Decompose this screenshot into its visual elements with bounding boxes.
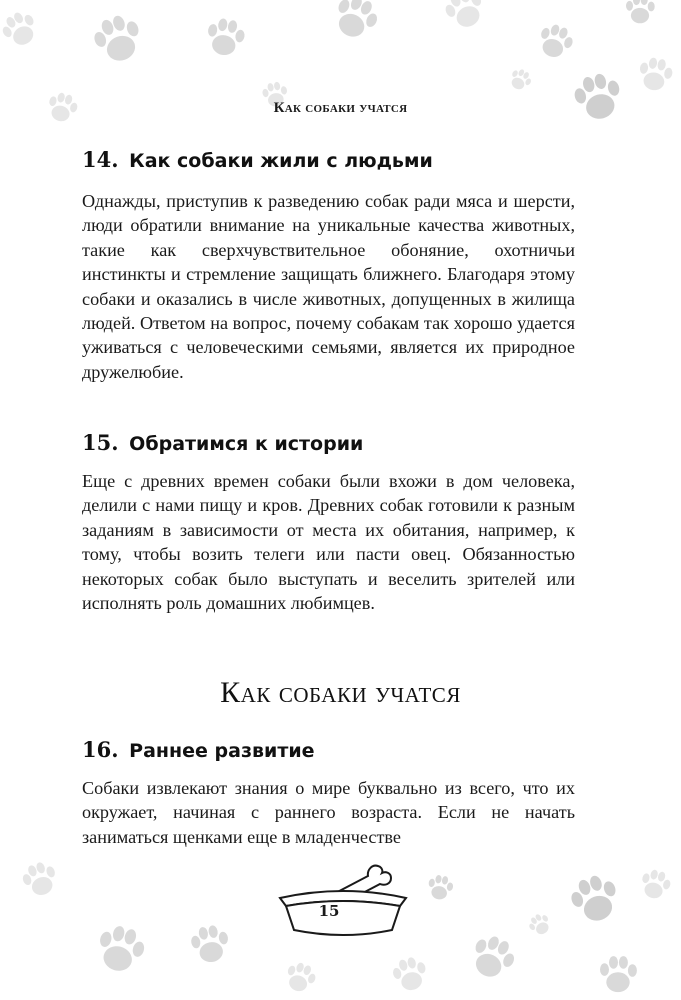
paw-icon — [566, 870, 623, 927]
chapter-title: Как собаки учатся — [220, 676, 461, 709]
section-number: 15. — [82, 430, 119, 455]
section-title: Обратимся к истории — [129, 433, 364, 455]
section-number: 16. — [82, 737, 119, 762]
paw-icon — [426, 874, 454, 902]
paw-icon — [526, 910, 554, 938]
section-number: 14. — [82, 147, 119, 172]
paw-icon — [329, 0, 383, 44]
section-title: Раннее развитие — [129, 740, 315, 762]
section-heading — [82, 430, 582, 455]
paw-icon — [390, 954, 430, 993]
page-number: 15 — [318, 902, 340, 920]
paw-icon — [0, 7, 42, 51]
paw-icon — [189, 923, 232, 965]
paw-icon — [89, 10, 146, 67]
section-paragraph: Собаки извлекают знания о мире буквально из всего, что их окружает, начиная с раннего возраста. Если не начать заниматься щенками еще в младенчестве — [82, 778, 575, 847]
paw-icon — [441, 0, 490, 33]
section-paragraph: Однажды, приступив к разведению собак ради мяса и шерсти, люди обратили внимание на уникальные качества животных, такие как сверхчувствительное обоняние, охотничьи инстинкты и стремление защищать ближнего. Благодаря этому собаки и оказались в числе животных, допущенных в жилища людей. Ответом на вопрос, почему собакам так хорошо удается уживаться с человеческими семьями, является их природное дружелюбие. — [82, 191, 575, 382]
paw-icon — [600, 956, 637, 992]
paw-icon — [19, 858, 61, 899]
section-heading — [82, 737, 582, 762]
paw-icon — [626, 0, 655, 23]
section-paragraph: Еще с древних времен собаки были вхожи в дом человека, делили с нами пищу и кров. Древних собак готовили к разным заданиям в зависимости от места их обитания, например, к тому, чтобы возить телеги или пасти овец. Обязанностью некоторых собак было выступать и веселить зрителей или исполнять роль домашних любимцев. — [82, 471, 575, 614]
paw-icon — [466, 931, 520, 985]
section-heading — [82, 147, 582, 172]
paw-icon — [638, 867, 673, 901]
paw-icon — [535, 21, 577, 62]
running-head: Как собаки учатся — [273, 100, 408, 116]
section-title: Как собаки жили с людьми — [129, 150, 433, 172]
dog-bowl-icon — [268, 862, 418, 940]
paw-icon — [204, 16, 247, 58]
paw-icon — [93, 922, 148, 976]
paw-icon — [637, 56, 675, 93]
paw-icon — [507, 66, 535, 94]
paw-icon — [282, 959, 319, 995]
